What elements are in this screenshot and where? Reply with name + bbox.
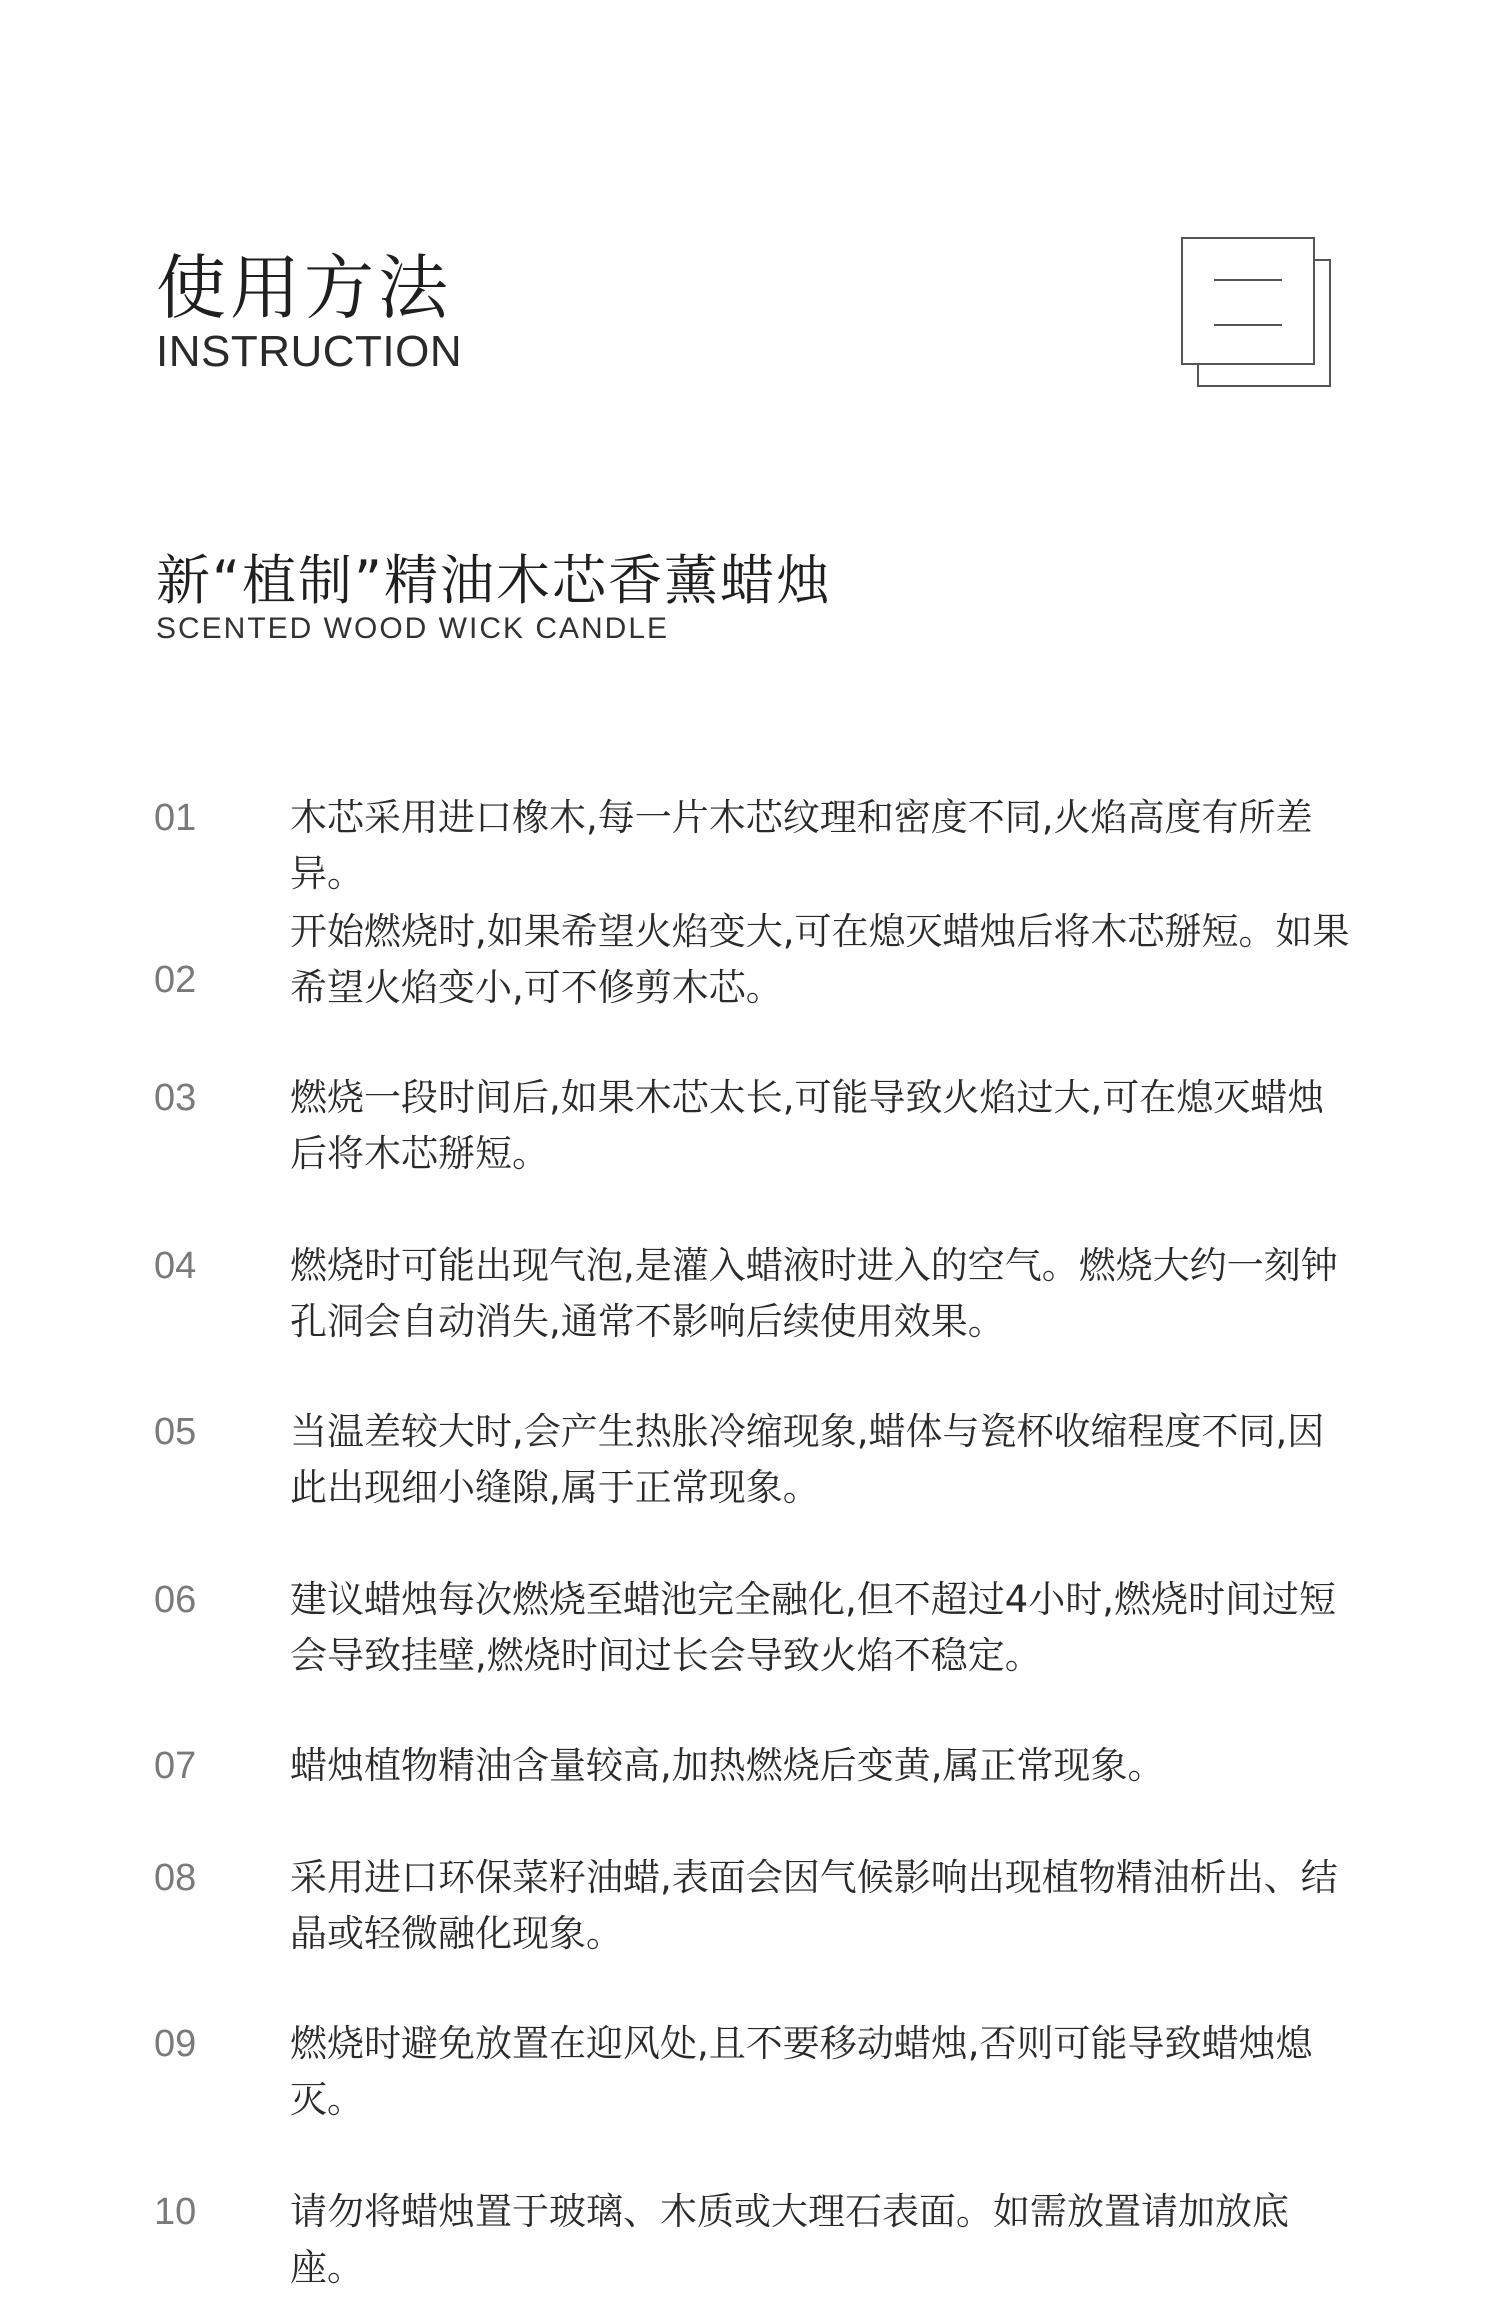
step-text: 木芯采用进口橡木,每一片木芯纹理和密度不同,火焰高度有所差异。	[290, 796, 1313, 895]
step-number: 05	[154, 1411, 197, 1453]
step-number: 09	[154, 2023, 197, 2065]
step-number: 10	[154, 2191, 197, 2233]
step-text: 当温差较大时,会产生热胀冷缩现象,蜡体与瓷杯收缩程度不同,因此出现细小缝隙,属于正常现象。	[290, 1410, 1325, 1509]
step-text: 建议蜡烛每次燃烧至蜡池完全融化,但不超过4小时,燃烧时间过短会导致挂壁,燃烧时间过长会导致火焰不稳定。	[290, 1578, 1337, 1677]
step-text: 燃烧一段时间后,如果木芯太长,可能导致火焰过大,可在熄灭蜡烛后将木芯掰短。	[290, 1076, 1325, 1175]
step-number: 06	[154, 1579, 197, 1621]
step-number: 04	[154, 1245, 197, 1287]
step-number: 02	[154, 959, 197, 1001]
step-number: 01	[154, 797, 197, 839]
step-text: 开始燃烧时,如果希望火焰变大,可在熄灭蜡烛后将木芯掰短。如果希望火焰变小,可不修剪木芯。	[290, 910, 1350, 1009]
step-text: 燃烧时避免放置在迎风处,且不要移动蜡烛,否则可能导致蜡烛熄灭。	[290, 2022, 1313, 2121]
step-text: 请勿将蜡烛置于玻璃、木质或大理石表面。如需放置请加放底座。	[290, 2190, 1289, 2289]
step-text: 燃烧时可能出现气泡,是灌入蜡液时进入的空气。燃烧大约一刻钟孔洞会自动消失,通常不影响后续使用效果。	[290, 1244, 1338, 1343]
product-name-en: SCENTED WOOD WICK CANDLE	[156, 612, 670, 645]
page-subtitle: INSTRUCTION	[156, 327, 463, 376]
step-text: 蜡烛植物精油含量较高,加热燃烧后变黄,属正常现象。	[290, 1744, 1165, 1787]
step-number: 08	[154, 1857, 197, 1899]
step-text: 采用进口环保菜籽油蜡,表面会因气候影响出现植物精油析出、结晶或轻微融化现象。	[290, 1856, 1338, 1955]
step-number: 03	[154, 1077, 197, 1119]
page-title: 使用方法	[156, 247, 452, 329]
product-name: 新“植制”精油木芯香薰蜡烛	[156, 549, 832, 612]
step-number: 07	[154, 1745, 197, 1787]
